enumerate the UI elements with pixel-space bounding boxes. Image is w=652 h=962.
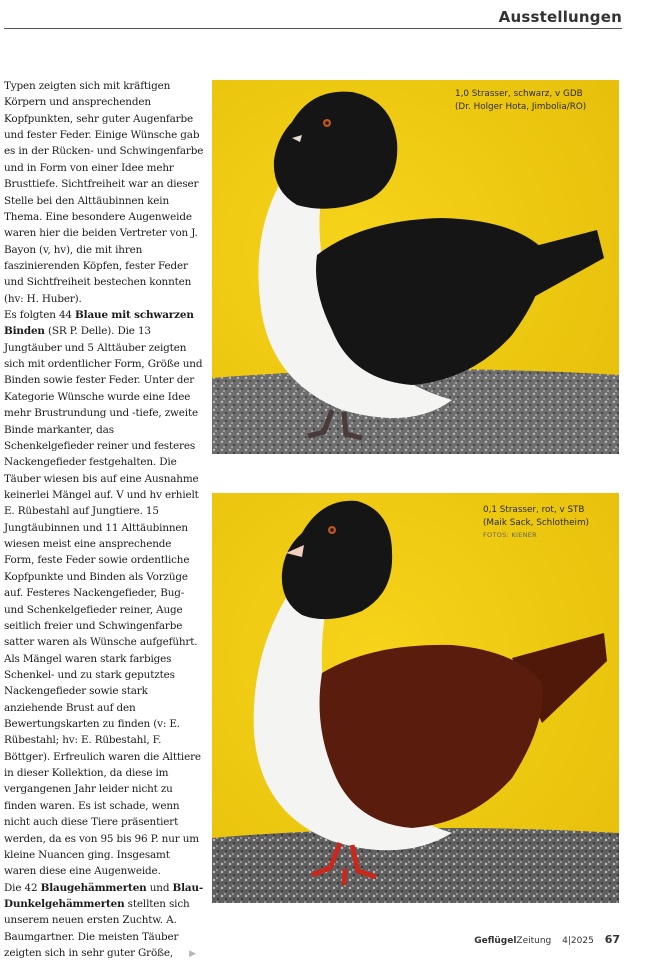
photo-2-caption-line-2: (Maik Sack, Schlotheim)	[483, 517, 589, 528]
photo-2-caption	[483, 504, 589, 542]
page-footer	[474, 933, 620, 946]
p2-pre: Es folgten 44	[4, 309, 76, 322]
issue-number: 4|2025	[562, 936, 594, 946]
black-pigeon-illustration	[212, 80, 619, 454]
photo-2-caption-line-1: 0,1 Strasser, rot, v STB	[483, 505, 585, 515]
p2-post: (SR P. Delle). Die 13 Jungtäuber und 5 Alttäuber zeigten sich mit ordentlicher Form, Größe und Binden sowie fester Feder. Unter der Kategorie Wünsche wurde eine Idee mehr Brustrundung und -tiefe, zweite Binde markanter, das Schenkelgefieder reiner und festeres Nackengefieder festgehalten. Die Täuber wiesen bis auf eine Ausnahme keinerlei Mängel auf. V und hv erhielt E. Rübestahl auf Jungtiere. 15 Jungtäubinnen und 11 Alttäubinnen wiesen meist eine ansprechende Form, feste Feder sowie ordentliche Kopfpunkte und Binden als Vorzüge auf. Festeres Nackengefieder, Bug- und Schenkelgefieder reiner, Auge seitlich freier und Schwingenfarbe satter waren als Wünsche aufgeführt. Als Mängel waren stark farbiges Schenkel- und zu stark geputztes Nackengefieder sowie stark anziehende Brust auf den Bewertungskarten zu finden (v: E. Rübestahl; hv: E. Rübestahl, F. Böttger). Erfreulich waren die Alttiere in dieser Kollektion, da diese im vergangenen Jahr leider nicht zu finden waren. Es ist schade, wenn nicht auch diese Tiere präsentiert werden, da es von 95 bis 96 P. nur um kleine Nuancen ging. Insgesamt waren diese eine Augenweide.	[4, 325, 203, 878]
magazine-brand-light: Zeitung	[516, 936, 552, 946]
p3-bold-1: Blaugehämmerten	[40, 881, 147, 894]
p3-bold-2: Blau-Dunkelgehämmerten	[4, 881, 204, 910]
continue-arrow-icon: ▶	[189, 949, 196, 960]
photo-red-strasser	[212, 493, 619, 903]
photo-1-caption-line-1: 1,0 Strasser, schwarz, v GDB	[455, 89, 583, 99]
section-title: Ausstellungen	[498, 8, 622, 26]
article-paragraph-2	[4, 307, 204, 880]
red-pigeon-illustration	[212, 493, 619, 903]
photo-1-caption	[455, 88, 586, 113]
page-number: 67	[604, 933, 620, 946]
p3-post: stellten sich unserem neuen ersten Zuchtw. A. Baumgartner. Die meisten Täuber zeigten sich in sehr guter Größe,	[4, 897, 190, 960]
p2-bold: Blaue mit schwarzen Binden	[4, 309, 194, 338]
article-paragraph-1: Typen zeigten sich mit kräftigen Körpern und ansprechenden Kopfpunkten, sehr guter Augenfarbe und fester Feder. Einige Wünsche gab es in der Rücken- und Schwingenfarbe und in Form von einer Idee mehr Brusttiefe. Sichtfreiheit war an dieser Stelle bei den Alttäubinnen kein Thema. Eine besondere Augenweide waren hier die beiden Vertreter von J. Bayon (v, hv), die mit ihren faszinierenden Köpfen, fester Feder und Sichtfreiheit bestechen konnten (hv: H. Huber).	[4, 80, 204, 305]
photo-credit: FOTOS: KIENER	[483, 531, 537, 539]
p3-mid: und	[146, 881, 173, 894]
photo-1-caption-line-2: (Dr. Holger Hota, Jimbolia/RO)	[455, 101, 587, 112]
photo-black-strasser	[212, 80, 619, 454]
article-column	[4, 78, 204, 962]
magazine-brand-bold: Geflügel	[474, 936, 517, 946]
header-rule	[4, 28, 622, 29]
p3-pre: Die 42	[4, 881, 41, 894]
